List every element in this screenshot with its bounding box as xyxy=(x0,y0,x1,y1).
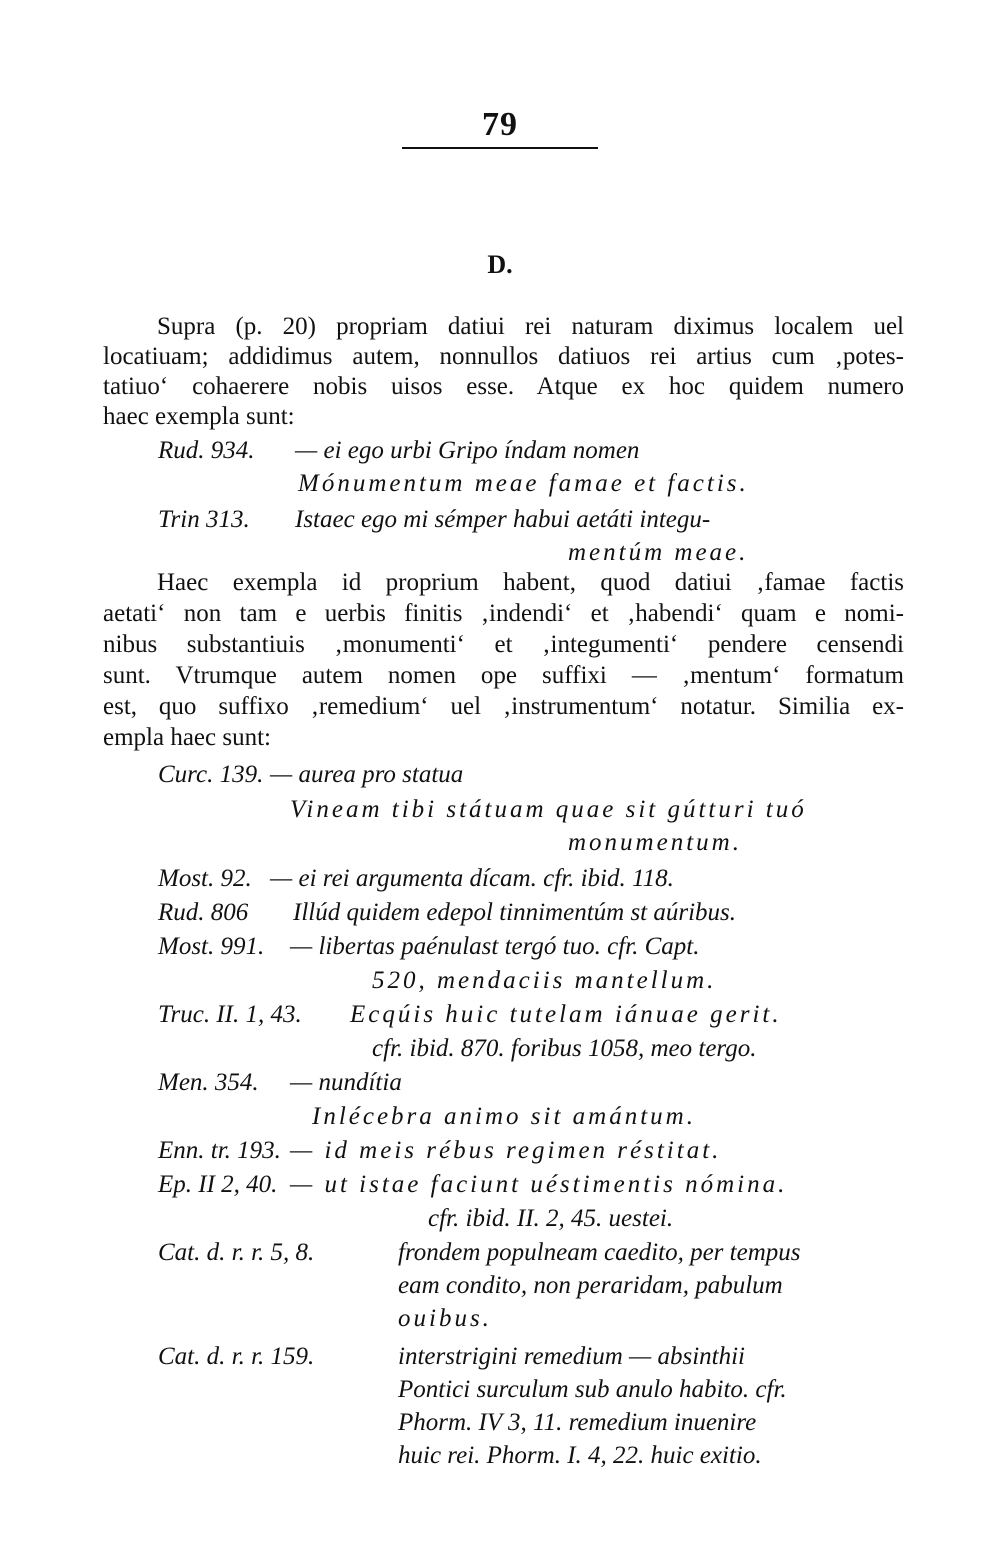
paragraph-line: est, quo suffixo ‚remedium‘ uel ‚instrumentum‘ notatur. Similia ex- xyxy=(103,693,904,720)
intro-line: Supra (p. 20) propriam datiui rei naturam diximus localem uel xyxy=(157,313,904,340)
paragraph-line: nibus substantiuis ‚monumenti‘ et ‚integumenti‘ pendere censendi xyxy=(103,631,904,658)
paragraph-line: aetati‘ non tam e uerbis finitis ‚indendi‘ et ‚habendi‘ quam e nomi- xyxy=(103,600,904,627)
citation-text: frondem populneam caedito, per tempus xyxy=(398,1239,801,1266)
paragraph-line: sunt. Vtrumque autem nomen ope suffixi — ‚mentum‘ formatum xyxy=(103,662,904,689)
citation-text: Phorm. IV 3, 11. remedium inuenire xyxy=(398,1409,757,1436)
citation-text: — libertas paénulast tergó tuo. cfr. Capt. xyxy=(290,933,700,960)
citation-ref: Cat. d. r. r. 5, 8. xyxy=(158,1239,315,1266)
intro-line: haec exempla sunt: xyxy=(103,403,295,430)
citation-text: Mónumentum meae famae et factis. xyxy=(298,470,749,497)
intro-line: locatiuam; addidimus autem, nonnullos datiuos rei artius cum ‚potes- xyxy=(103,343,904,370)
section-heading: D. xyxy=(487,250,513,279)
citation-ref: Most. 92. xyxy=(158,865,252,892)
citation-ref: Rud. 806 xyxy=(158,899,249,926)
citation-ref: Truc. II. 1, 43. xyxy=(158,1001,302,1028)
citation-text: — ei ego urbi Gripo índam nomen xyxy=(295,437,640,464)
citation-text: Illúd quidem edepol tinnimentúm st aúribus. xyxy=(293,899,737,926)
citation-ref: Men. 354. xyxy=(158,1069,259,1096)
citation-ref: Cat. d. r. r. 159. xyxy=(158,1343,315,1370)
paragraph-line: Haec exempla id proprium habent, quod datiui ‚famae factis xyxy=(157,569,904,596)
intro-line: tatiuo‘ cohaerere nobis uisos esse. Atque ex hoc quidem numero xyxy=(103,373,904,400)
citation-text: — id meis rébus regimen réstitat. xyxy=(290,1137,722,1164)
page-number: 79 xyxy=(482,106,518,143)
citation-text: — nundítia xyxy=(290,1069,402,1096)
citation-ref: Ep. II 2, 40. xyxy=(158,1171,278,1198)
citation-ref: Enn. tr. 193. xyxy=(158,1137,281,1164)
citation-text: Vineam tibi státuam quae sit gútturi tuó xyxy=(290,796,807,823)
citation-text: eam condito, non peraridam, pabulum xyxy=(398,1272,783,1299)
paragraph-line: empla haec sunt: xyxy=(103,724,271,751)
citation-text: Inlécebra animo sit amántum. xyxy=(312,1103,696,1130)
citation-text: mentúm meae. xyxy=(568,539,749,566)
citation-text: — ut istae faciunt uéstimentis nómina. xyxy=(290,1171,788,1198)
citation-text: 520, mendaciis mantellum. xyxy=(372,967,717,994)
citation-text: Ecqúis huic tutelam iánuae gerit. xyxy=(350,1001,782,1028)
citation-text: ouibus. xyxy=(398,1305,492,1332)
citation-text: interstrigini remedium — absinthii xyxy=(398,1343,745,1370)
citation-ref: Rud. 934. xyxy=(158,437,255,464)
citation-text: huic rei. Phorm. I. 4, 22. huic exitio. xyxy=(398,1442,762,1469)
citation-text: Pontici surculum sub anulo habito. cfr. xyxy=(398,1376,787,1403)
citation-text: — aurea pro statua xyxy=(270,761,464,788)
citation-text: — ei rei argumenta dícam. cfr. ibid. 118. xyxy=(270,865,674,892)
citation-text: cfr. ibid. II. 2, 45. uestei. xyxy=(428,1205,674,1232)
citation-text: monumentum. xyxy=(568,829,742,856)
header-rule xyxy=(402,147,598,149)
citation-ref: Most. 991. xyxy=(158,933,265,960)
citation-text: cfr. ibid. 870. foribus 1058, meo tergo. xyxy=(372,1035,757,1062)
citation-text: Istaec ego mi sémper habui aetáti integu- xyxy=(295,506,711,533)
citation-ref: Trin 313. xyxy=(158,506,250,533)
citation-ref: Curc. 139. xyxy=(158,761,264,788)
